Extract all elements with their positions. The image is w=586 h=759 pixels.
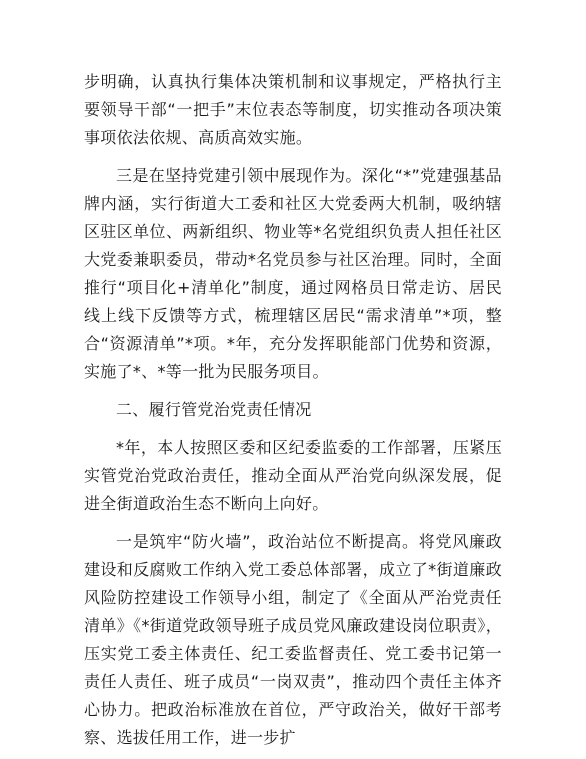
paragraph-responsibility-intro: *年，本人按照区委和区纪委监委的工作部署，压紧压实管党治党政治责任，推动全面从严治党向纵深发展，促进全街道政治生态不断向上向好。 xyxy=(84,438,502,513)
paragraph-firewall: 一是筑牢“防火墙”，政治站位不断提高。将党风廉政建设和反腐败工作纳入党工委总体部署，成立了*街道廉政风险防控建设工作领导小组，制定了《全面从严治党责任清单》《*街道党政领导班子成员党风廉政建设岗位职责》，压实党工委主体责任、纪工委监督责任、党工委书记第一责任人责任、班子成员“一岗双责”，推动四个责任主体齐心协力。把政治标准放在首位，严守政治关，做好干部考察、选拔任用工作，进一步扩 xyxy=(84,532,502,747)
paragraph-party-building: 三是在坚持党建引领中展现作为。深化“*”党建强基品牌内涵，实行街道大工委和社区大党委两大机制，吸纳辖区驻区单位、两新组织、物业等*名党组织负责人担任社区大党委兼职委员，带动*名党员参与社区治理。同时，全面推行“项目化+清单化”制度，通过网格员日常走访、居民线上线下反馈等方式，梳理辖区居民“需求清单”*项，整合“资源清单”*项。*年，充分发挥职能部门优势和资源，实施了*、*等一批为民服务项目。 xyxy=(84,166,502,381)
document-body xyxy=(84,68,502,752)
paragraph-decision-mechanism: 步明确，认真执行集体决策机制和议事规定，严格执行主要领导干部“一把手”末位表态等制度，切实推动各项决策事项依法依规、高质高效实施。 xyxy=(84,72,502,147)
section-heading: 二、履行管党治党责任情况 xyxy=(116,400,312,419)
